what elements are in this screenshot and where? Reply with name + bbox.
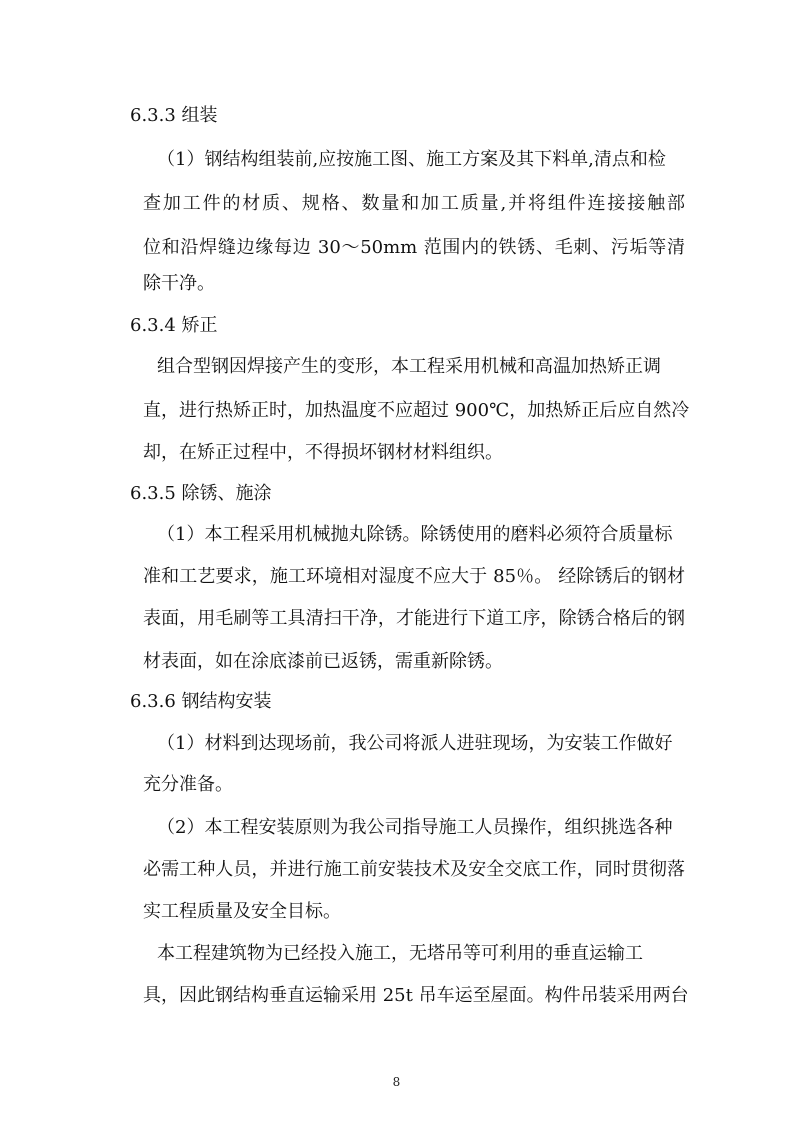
paragraph-line: （1）材料到达现场前，我公司将派人进驻现场，为安装工作做好	[157, 733, 673, 754]
paragraph-line: 查加工件的材质、规格、数量和加工质量,并将组件连接接触部	[143, 193, 685, 214]
section-heading-6-3-4: 6.3.4 矫正	[130, 315, 218, 336]
paragraph-line: 表面，用毛刷等工具清扫干净，才能进行下道工序，除锈合格后的钢	[143, 608, 685, 629]
paragraph-line: 除干净。	[143, 273, 215, 294]
paragraph-line: 充分准备。	[143, 774, 233, 795]
paragraph-line: 准和工艺要求，施工环境相对湿度不应大于 85％。 经除锈后的钢材	[143, 566, 685, 587]
paragraph-line: （1）钢结构组装前,应按施工图、施工方案及其下料单,清点和检	[157, 149, 666, 170]
paragraph-line: 位和沿焊缝边缘每边 30～50mm 范围内的铁锈、毛刺、污垢等清	[143, 237, 685, 258]
paragraph-line: 材表面，如在涂底漆前已返锈，需重新除锈。	[143, 651, 503, 672]
paragraph-line: 组合型钢因焊接产生的变形，本工程采用机械和高温加热矫正调	[157, 356, 661, 377]
paragraph-line: 实工程质量及安全目标。	[143, 901, 341, 922]
section-heading-6-3-3: 6.3.3 组装	[130, 105, 218, 126]
paragraph-line: （1）本工程采用机械抛丸除锈。除锈使用的磨料必须符合质量标	[157, 524, 673, 545]
section-heading-6-3-5: 6.3.5 除锈、施涂	[130, 483, 272, 504]
paragraph-line: 具，因此钢结构垂直运输采用 25t 吊车运至屋面。构件吊装采用两台	[143, 985, 689, 1006]
paragraph-line: 必需工种人员，并进行施工前安装技术及安全交底工作，同时贯彻落	[143, 859, 685, 880]
section-heading-6-3-6: 6.3.6 钢结构安装	[130, 691, 272, 712]
paragraph-line: （2）本工程安装原则为我公司指导施工人员操作，组织挑选各种	[157, 817, 673, 838]
paragraph-line: 却，在矫正过程中，不得损坏钢材材料组织。	[143, 442, 503, 463]
paragraph-line: 直，进行热矫正时，加热温度不应超过 900℃，加热矫正后应自然冷	[143, 400, 690, 421]
paragraph-line: 本工程建筑物为已经投入施工，无塔吊等可利用的垂直运输工	[157, 943, 643, 964]
page-number: 8	[392, 1075, 401, 1089]
